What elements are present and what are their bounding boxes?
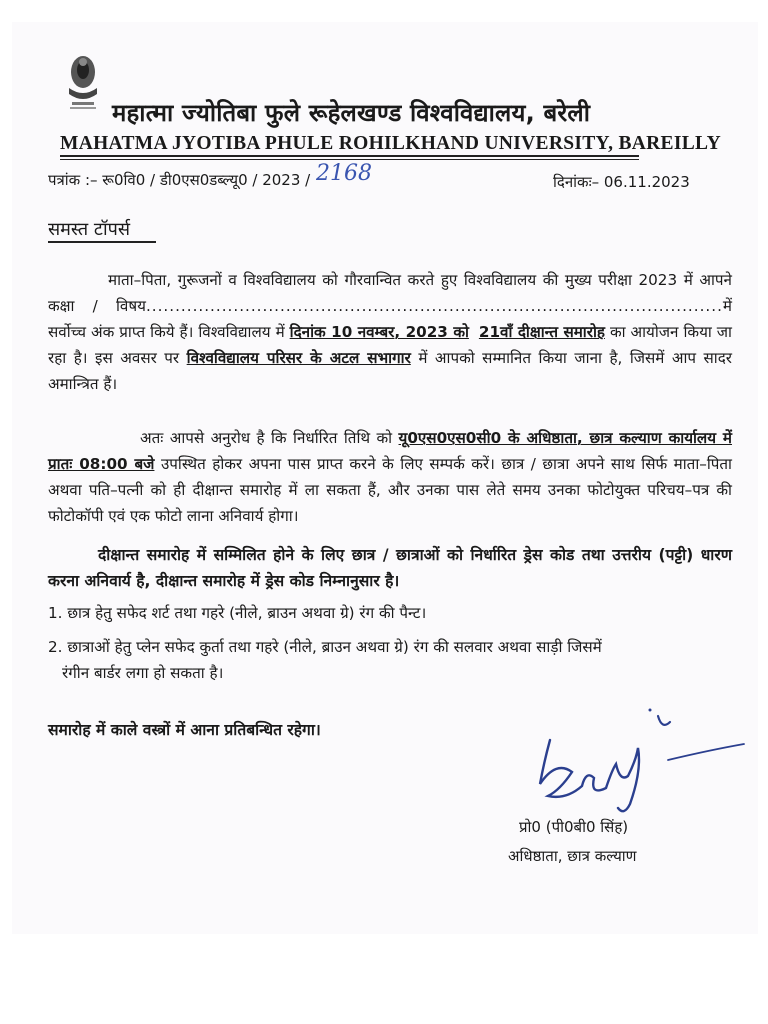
- para1-text-4: में आपको सम्मानित किया जाना है, जिसमें आप सादर अमान्त्रित हैं।: [48, 349, 733, 393]
- header-rule-thin: [60, 159, 639, 160]
- addressee-underline: [48, 241, 156, 243]
- university-emblem-icon: [64, 52, 102, 114]
- para1-text-1: माता–पिता, गुरूजनों व विश्वविद्यालय को गौरवान्वित करते हुए विश्वविद्यालय की मुख्य परीक्षा 2023 में आपने कक्षा / विषय: [48, 271, 732, 315]
- subject-blank: ...................................................................................................: [145, 297, 723, 315]
- university-name-hindi: महात्मा ज्योतिबा फुले रूहेलखण्ड विश्वविद्यालय, बरेली: [112, 99, 591, 127]
- list-text-continued: रंगीन बार्डर लगा हो सकता है।: [62, 664, 224, 682]
- list-number: 2.: [48, 638, 63, 656]
- para2-text-2: उपस्थित होकर अपना पास प्राप्त करने के लिए सम्पर्क करें। छात्र / छात्रा अपने साथ सिर्फ माता–पिता अथवा पति–पत्नी को ही दीक्षान्त समारोह में ला सकता हैं, और उनका पास लेते समय उनका फोटोयुक्त परिचय–पत्र की फोटोकॉपी एवं एक फोटो लाना अनिवार्य होगा।: [48, 455, 732, 525]
- addressee: समस्त टॉपर्स: [48, 219, 131, 240]
- reference-number-handwritten: 2168: [316, 161, 372, 186]
- university-name-english: MAHATMA JYOTIBA PHULE ROHILKHAND UNIVERSITY, BAREILLY: [60, 133, 721, 154]
- paragraph-dress-code: [48, 542, 732, 594]
- signature-icon: [520, 700, 760, 820]
- letter-date: दिनांकः– 06.11.2023: [553, 173, 690, 191]
- restriction-note: समारोह में काले वस्त्रों में आना प्रतिबन्धित रहेगा।: [48, 721, 321, 739]
- header-rule: [60, 155, 639, 157]
- dress-code-item: [48, 634, 732, 686]
- dress-code-intro: दीक्षान्त समारोह में सम्मिलित होने के लिए छात्र / छात्राओं को निर्धारित ड्रेस कोड तथा उत्तरीय (पट्टी) धारण करना अनिवार्य है, दीक्षान्त समारोह में ड्रेस कोड निम्नानुसार है।: [48, 546, 732, 590]
- dress-code-item: [48, 600, 732, 626]
- para1-text-2: में सर्वोच्च अंक प्राप्त किये हैं। विश्वविद्यालय में: [48, 297, 732, 341]
- event-name: 21वाँ दीक्षान्त समारोह: [478, 323, 605, 341]
- event-venue: विश्वविद्यालय परिसर के अटल सभागार: [186, 349, 411, 367]
- signatory-designation: अधिष्ठाता, छात्र कल्याण: [508, 847, 637, 865]
- list-text: छात्राओं हेतु प्लेन सफेद कुर्ता तथा गहरे (नीले, ब्राउन अथवा ग्रे) रंग की सलवार अथवा साड़ी जिसमें: [67, 638, 602, 656]
- paragraph-invitation: [48, 267, 732, 397]
- paragraph-request: [48, 425, 732, 529]
- list-number: 1.: [48, 604, 63, 622]
- reporting-office: यू0एस0एस0सी0 के अधिष्ठाता, छात्र कल्याण कार्यालय में प्रातः 08:00 बजे: [48, 429, 732, 473]
- list-text: छात्र हेतु सफेद शर्ट तथा गहरे (नीले, ब्राउन अथवा ग्रे) रंग की पैन्ट।: [67, 604, 427, 622]
- signatory-name: प्रो0 (पी0बी0 सिंह): [519, 818, 629, 836]
- para2-text-1: अतः आपसे अनुरोध है कि निर्धारित तिथि को: [140, 429, 393, 447]
- reference-label: पत्रांक :– रू0वि0 / डी0एस0डब्ल्यू0 / 2023 /: [48, 171, 311, 189]
- para1-text-3: का आयोजन किया जा रहा है। इस अवसर पर: [48, 323, 732, 367]
- event-date: दिनांक 10 नवम्बर, 2023 को: [289, 323, 469, 341]
